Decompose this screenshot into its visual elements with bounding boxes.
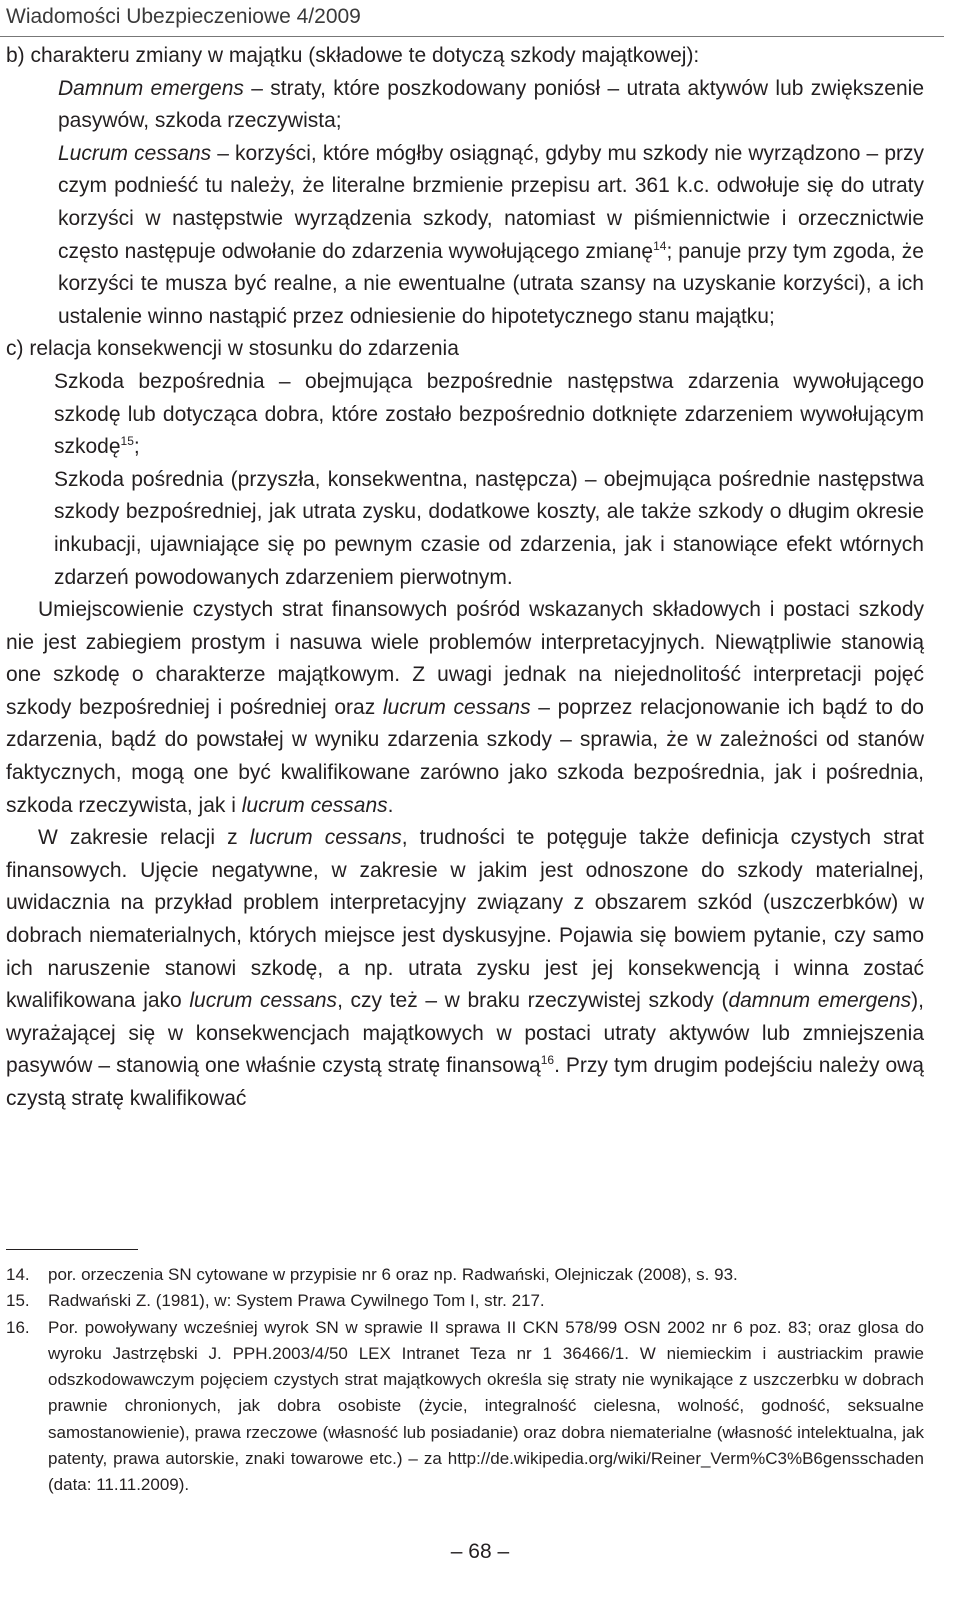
bullet-item-szkoda-bezposrednia [6,366,924,464]
footnote-ref-15[interactable]: 15 [120,434,134,449]
header-divider [0,36,944,37]
paragraph-w-zakresie-relacji [6,822,924,1115]
footnote-number: 16. [6,1317,30,1337]
bullet-text: – korzyści, które mógłby osiągnąć, gdyby mu szkody nie wyrządzono – przy czym podnieść tu należy, że literalne brzmienie przepisu art. 361 k.c. odwołuje się do utraty korzyści w następstwie wyrządzenia szkody, natomiast w piśmiennictwie i orzecznictwie często następuje odwołanie do zdarzenia wywołującego zmianę [58,141,924,263]
bullet-text-cont: ; [133,435,140,459]
footnote-number: 14. [6,1265,30,1284]
footnote-text: Por. powoływany wcześniej wyrok SN w sprawie II sprawa II CKN 578/99 OSN 2002 nr 6 poz. 83; oraz glosa do wyroku Jastrzębski J. PPH.2003/4/50 LEX Intranet Teza nr 1 36466/1. W niemieckim i austriackim prawie odszkodowawczym pojęciem czystych strat majątkowych określa się straty nie wynikające z uszczerbku w dobrach prawnie chronionych, jak dobra osobiste (życie, integralność cielesna, wolność, godność, seksualne samostanowienie), prawa rzeczowe (własność lub posiadanie) oraz dobra niematerialne (własność intelektualna, jak patenty, prawa autorskie, znaki towarowe etc.) – za http://de.wikipedia.org/wiki/Reiner_Verm%C3%B6gensschaden (data: 11.11.2009). [48,1317,924,1495]
footnote-text: por. orzeczenia SN cytowane w przypisie nr 6 oraz np. Radwański, Olejniczak (2008), s. 93. [48,1265,738,1284]
paragraph-text: . Przy tym drugim podejściu należy ową czystą stratę kwalifikować [6,1054,924,1110]
bullet-text: – straty, które poszkodowany poniósł – utrata aktywów lub zwiększenie pasywów, szkoda rzeczywista; [58,76,924,133]
footnote-15 [6,1288,924,1314]
footnote-text: Radwański Z. (1981), w: System Prawa Cywilnego Tom I, str. 217. [48,1291,545,1311]
footnote-number: 15. [6,1291,30,1311]
term-damnum-emergens: Damnum emergens [58,76,244,100]
footnote-divider [6,1249,138,1250]
paragraph-text: ), wyrażającej się w konsekwencjach majątkowych w postaci utraty aktywów lub zmniejszenia pasywów – stanowią one właśnie czystą stratę finansową [6,989,924,1078]
paragraph-text: . [387,793,394,817]
running-header: Wiadomości Ubezpieczeniowe 4/2009 [6,5,361,28]
bullet-text: Szkoda pośrednia (przyszła, konsekwentna, następcza) – obejmująca pośrednie następstwa szkody bezpośredniej, jak utrata zysku, dodatkowe koszty, ale także szkody o długim okresie inkubacji, ujawniające się po pewnym czasie od zdarzenia, jak i stanowiące efekt wtórnych zdarzeń powodowanych zdarzeniem pierwotnym. [54,467,924,589]
main-text [6,40,924,1116]
paragraph-text: W zakresie relacji z [38,826,250,850]
item-c-intro: c) relacja konsekwencji w stosunku do zdarzenia [6,337,459,361]
term-lucrum-cessans: lucrum cessans [241,793,388,817]
paragraph-text: – poprzez relacjonowanie ich bądź to do zdarzenia, bądź do powstałej w wyniku zdarzenia szkody – sprawia, że w zależności od stanów faktycznych, mogą one być kwalifikowane zarówno jako szkoda bezpośrednia, jak i pośrednia, szkoda rzeczywista, jak i [6,695,924,817]
paragraph-text: , czy też – w braku rzeczywistej szkody ( [337,989,729,1013]
paragraph-umiejscowienie [6,594,924,822]
bullet-text-cont: ; panuje przy tym zgoda, że korzyści te musza być realne, a nie ewentualne (utrata szansy na uzyskanie korzyści), a ich ustalenie winno nastąpić przez odniesienie do hipotetycznego stanu majątku; [58,239,924,328]
page-number: – 68 – [450,1540,510,1563]
bullet-text: Szkoda bezpośrednia – obejmująca bezpośrednie następstwa zdarzenia wywołującego szkodę lub dotycząca dobra, które zostało bezpośrednio dotknięte zdarzeniem wywołującym szkodę [54,369,924,459]
term-damnum-emergens: damnum emergens [728,989,912,1013]
term-lucrum-cessans: lucrum cessans [382,695,531,719]
item-b-intro: b) charakteru zmiany w majątku (składowe te dotyczą szkody majątkowej): [6,44,700,67]
term-lucrum-cessans: lucrum cessans [249,826,402,850]
term-lucrum-cessans: lucrum cessans [189,989,338,1013]
bullet-item-lucrum-cessans [6,138,924,334]
term-lucrum-cessans: Lucrum cessans [58,141,212,165]
paragraph-text: Umiejscowienie czystych strat finansowych pośród wskazanych składowych i postaci szkody nie jest zabiegiem prostym i nasuwa wiele problemów interpretacyjnych. Niewątpliwie stanowią one szkodę o charakterze majątkowym. Z uwagi jednak na niejednolitość interpretacji pojęć szkody bezpośredniej i pośredniej oraz [6,598,924,719]
footnote-ref-14[interactable]: 14 [653,238,667,253]
bullet-item-szkoda-posrednia [6,464,924,594]
bullet-item-damnum-emergens [6,73,924,138]
footnote-14 [6,1262,924,1288]
footnotes [6,1262,924,1499]
paragraph-text: , trudności te potęguje także definicja czystych strat finansowych. Ujęcie negatywne, w zakresie w jakim jest odnoszone do szkody materialnej, uwidacznia na przykład problem interpretacyjny związany z obszarem szkód (uszczerbków) w dobrach niematerialnych, których miejsce jest dyskusyjne. Pojawia się bowiem pytanie, czy samo ich naruszenie stanowi szkodę, a np. utrata zysku jest jej konsekwencją i winna zostać kwalifikowana jako [6,826,925,1013]
footnote-16 [6,1315,924,1499]
footnote-ref-16[interactable]: 16 [540,1053,555,1068]
